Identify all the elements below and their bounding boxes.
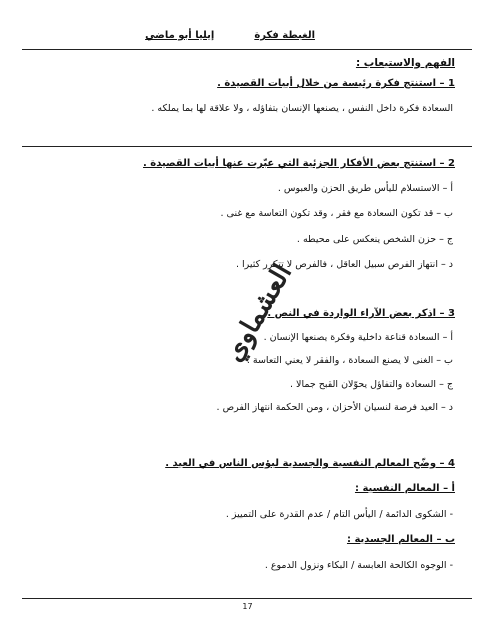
page-title [145,30,315,41]
question-2-item: أ – الاستسلام لليأس طريق الحزن والعبوس . [277,183,453,194]
question-1-answer: السعادة فكرة داخل النفس ، يصنعها الإنسان بتفاؤله ، ولا علاقة لها بما يملكه . [151,103,453,114]
lesson-title: الغبطة فكرة [254,30,315,41]
question-2-item: ج – حزن الشخص ينعكس على محيطه . [296,234,453,245]
question-3-heading: 3 – اذكر بعض الآراء الواردة في النص . [267,308,455,319]
phys-items: - الوجوه الكالحة العابسة / البكاء ونزول الدموع . [264,560,453,571]
watermark-signature: العشماوي [218,259,299,367]
author-name: إيليا أبو ماضي [145,30,215,41]
section-heading: الفهم والاستيعاب : [355,57,455,69]
question-3-item: د – العيد فرصة لنسيان الأحزان ، ومن الحكمة انتهاز الفرص . [216,402,453,413]
page-number: 17 [242,602,253,611]
title-divider [22,49,472,50]
question-4-heading: 4 – وضّح المعالم النفسية والجسدية لبؤس الناس في العيد . [165,458,455,469]
question-3-item: ب – الغنى لا يصنع السعادة ، والفقر لا يعني التعاسة . [246,355,453,366]
question-2-item: د – انتهاز الفرص سبيل العاقل ، فالفرص لا تتكرر كثيرا . [235,259,453,270]
question-3-item: ج – السعادة والتفاؤل يحوّلان القبح جمالا . [289,379,453,390]
question-2-heading: 2 – استنتج بعض الأفكار الجزئية التي عبّرت عنها أبيات القصيدة . [143,158,455,169]
psych-items: - الشكوى الدائمة / اليأس التام / عدم القدرة على التمييز . [225,509,453,520]
question-2-item: ب – قد تكون السعادة مع فقر ، وقد تكون التعاسة مع غنى . [220,208,453,219]
question-1-heading: 1 – استنتج فكرة رئيسة من خلال أبيات القصيدة . [217,78,455,89]
question-3-item: أ – السعادة قناعة داخلية وفكرة يصنعها الإنسان . [263,332,453,343]
footer-divider [22,598,472,599]
phys-heading: ب – المعالم الجسدية : [346,534,455,545]
psych-heading: أ – المعالم النفسية : [354,483,455,494]
section-divider [22,146,472,147]
